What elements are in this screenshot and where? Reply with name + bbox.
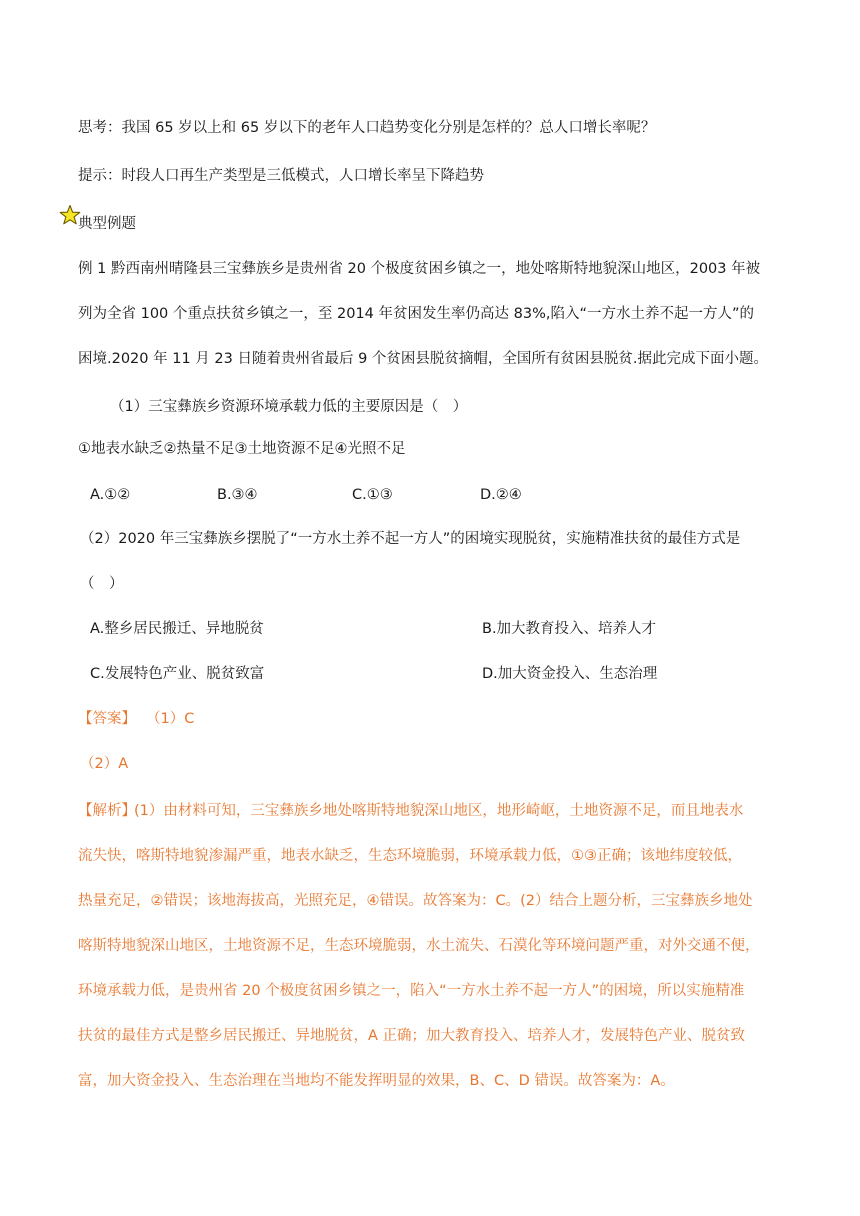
question-2-stem: （2）2020 年三宝彝族乡摆脱了“一方水土养不起一方人”的困境实现脱贫，实施精准扶贫的最佳方式是 [80,531,741,547]
answer-label: 【答案】 [78,711,136,727]
analysis-line-4: 喀斯特地貌深山地区，土地资源不足，生态环境脆弱，水土流失、石漠化等环境问题严重，对外交通不便， [78,938,760,954]
analysis-line-2: 流失快，喀斯特地貌渗漏严重，地表水缺乏，生态环境脆弱，环境承载力低，①③正确；该地纬度较低， [78,848,742,864]
question-2-stem-blank: （ ） [80,576,124,592]
q2-option-c: C.发展特色产业、脱贫致富 [90,666,265,682]
q1-option-c: C.①③ [352,487,393,503]
question-1-statements: ①地表水缺乏②热量不足③土地资源不足④光照不足 [78,441,406,457]
q2-option-b: B.加大教育投入、培养人才 [482,621,657,637]
q1-option-b: B.③④ [217,487,258,503]
analysis-line-3: 热量充足，②错误；该地海拔高，光照充足，④错误。故答案为：C。(2）结合上题分析，三宝彝族乡地处 [78,893,753,909]
example-line-2: 列为全省 100 个重点扶贫乡镇之一，至 2014 年贫困发生率仍高达 83%,陷入“一方水土养不起一方人”的 [78,306,754,322]
answer-2: （2）A [80,756,129,772]
example-line-1: 例 1 黔西南州晴隆县三宝彝族乡是贵州省 20 个极度贫困乡镇之一，地处喀斯特地貌深山地区，2003 年被 [78,261,761,277]
question-1-stem: （1）三宝彝族乡资源环境承载力低的主要原因是（ ） [110,399,468,415]
analysis-line-7: 富，加大资金投入、生态治理在当地均不能发挥明显的效果，B、C、D 错误。故答案为：A。 [78,1073,675,1089]
example-line-3: 困境.2020 年 11 月 23 日随着贵州省最后 9 个贫困县脱贫摘帽，全国所有贫困县脱贫.据此完成下面小题。 [78,351,769,367]
q1-option-d: D.②④ [480,487,522,503]
q2-option-a: A.整乡居民搬迁、异地脱贫 [90,621,264,637]
analysis-line-5: 环境承载力低，是贵州省 20 个极度贫困乡镇之一，陷入“一方水土养不起一方人”的困境，所以实施精准 [78,983,745,999]
think-question: 思考：我国 65 岁以上和 65 岁以下的老年人口趋势变化分别是怎样的？总人口增长率呢？ [78,120,656,136]
analysis-line-6: 扶贫的最佳方式是整乡居民搬迁、异地脱贫，A 正确；加大教育投入、培养人才，发展特色产业、脱贫致 [78,1028,746,1044]
q2-option-d: D.加大资金投入、生态治理 [482,666,658,682]
hint-text: 提示：时段人口再生产类型是三低模式，人口增长率呈下降趋势 [78,168,484,184]
answer-1: （1）C [146,711,195,727]
analysis-label: 【解析】 [78,803,136,819]
q1-option-a: A.①② [90,487,131,503]
section-title: 典型例题 [78,216,136,232]
analysis-line-1: (1）由材料可知，三宝彝族乡地处喀斯特地貌深山地区，地形崎岖，土地资源不足，而且地表水 [134,803,744,819]
